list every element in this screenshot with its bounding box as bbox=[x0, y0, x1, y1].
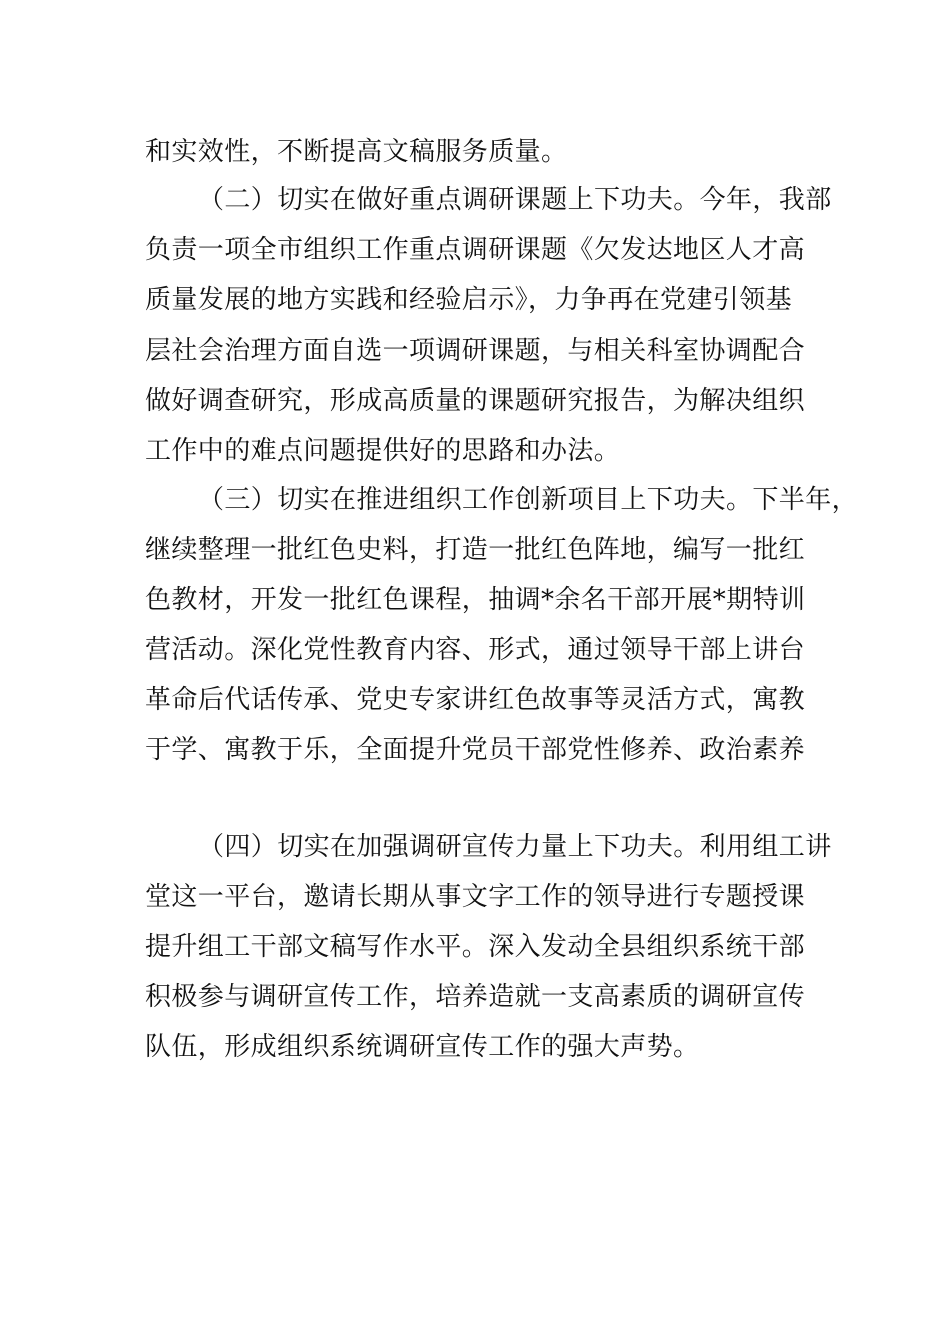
text-line: 质量发展的地方实践和经验启示》，力争再在党建引领基 bbox=[145, 285, 793, 315]
text-line: （四）切实在加强调研宣传力量上下功夫。利用组工讲 bbox=[198, 832, 832, 862]
text-line: 积极参与调研宣传工作，培养造就一支高素质的调研宣传 bbox=[145, 982, 806, 1012]
text-line: （三）切实在推进组织工作创新项目上下功夫。下半年， bbox=[198, 485, 859, 515]
text-line: 做好调查研究，形成高质量的课题研究报告，为解决组织 bbox=[145, 386, 806, 416]
text-line: 队伍，形成组织系统调研宣传工作的强大声势。 bbox=[145, 1032, 700, 1062]
text-line: 堂这一平台，邀请长期从事文字工作的领导进行专题授课 bbox=[145, 882, 806, 912]
text-line: 革命后代话传承、党史专家讲红色故事等灵活方式，寓教 bbox=[145, 685, 806, 715]
text-line: 层社会治理方面自选一项调研课题，与相关科室协调配合 bbox=[145, 336, 806, 366]
text-line: 营活动。深化党性教育内容、形式，通过领导干部上讲台 bbox=[145, 635, 806, 665]
text-line: 色教材，开发一批红色课程，抽调*余名干部开展*期特训 bbox=[145, 585, 806, 615]
text-line: 于学、寓教于乐，全面提升党员干部党性修养、政治素养 bbox=[145, 735, 806, 765]
text-line: 继续整理一批红色史料，打造一批红色阵地，编写一批红 bbox=[145, 535, 806, 565]
text-line: 提升组工干部文稿写作水平。深入发动全县组织系统干部 bbox=[145, 932, 806, 962]
text-line: 负责一项全市组织工作重点调研课题《欠发达地区人才高 bbox=[145, 235, 806, 265]
text-line: 和实效性，不断提高文稿服务质量。 bbox=[145, 137, 568, 167]
text-line: 工作中的难点问题提供好的思路和办法。 bbox=[145, 436, 621, 466]
text-line: （二）切实在做好重点调研课题上下功夫。今年，我部 bbox=[198, 185, 832, 215]
